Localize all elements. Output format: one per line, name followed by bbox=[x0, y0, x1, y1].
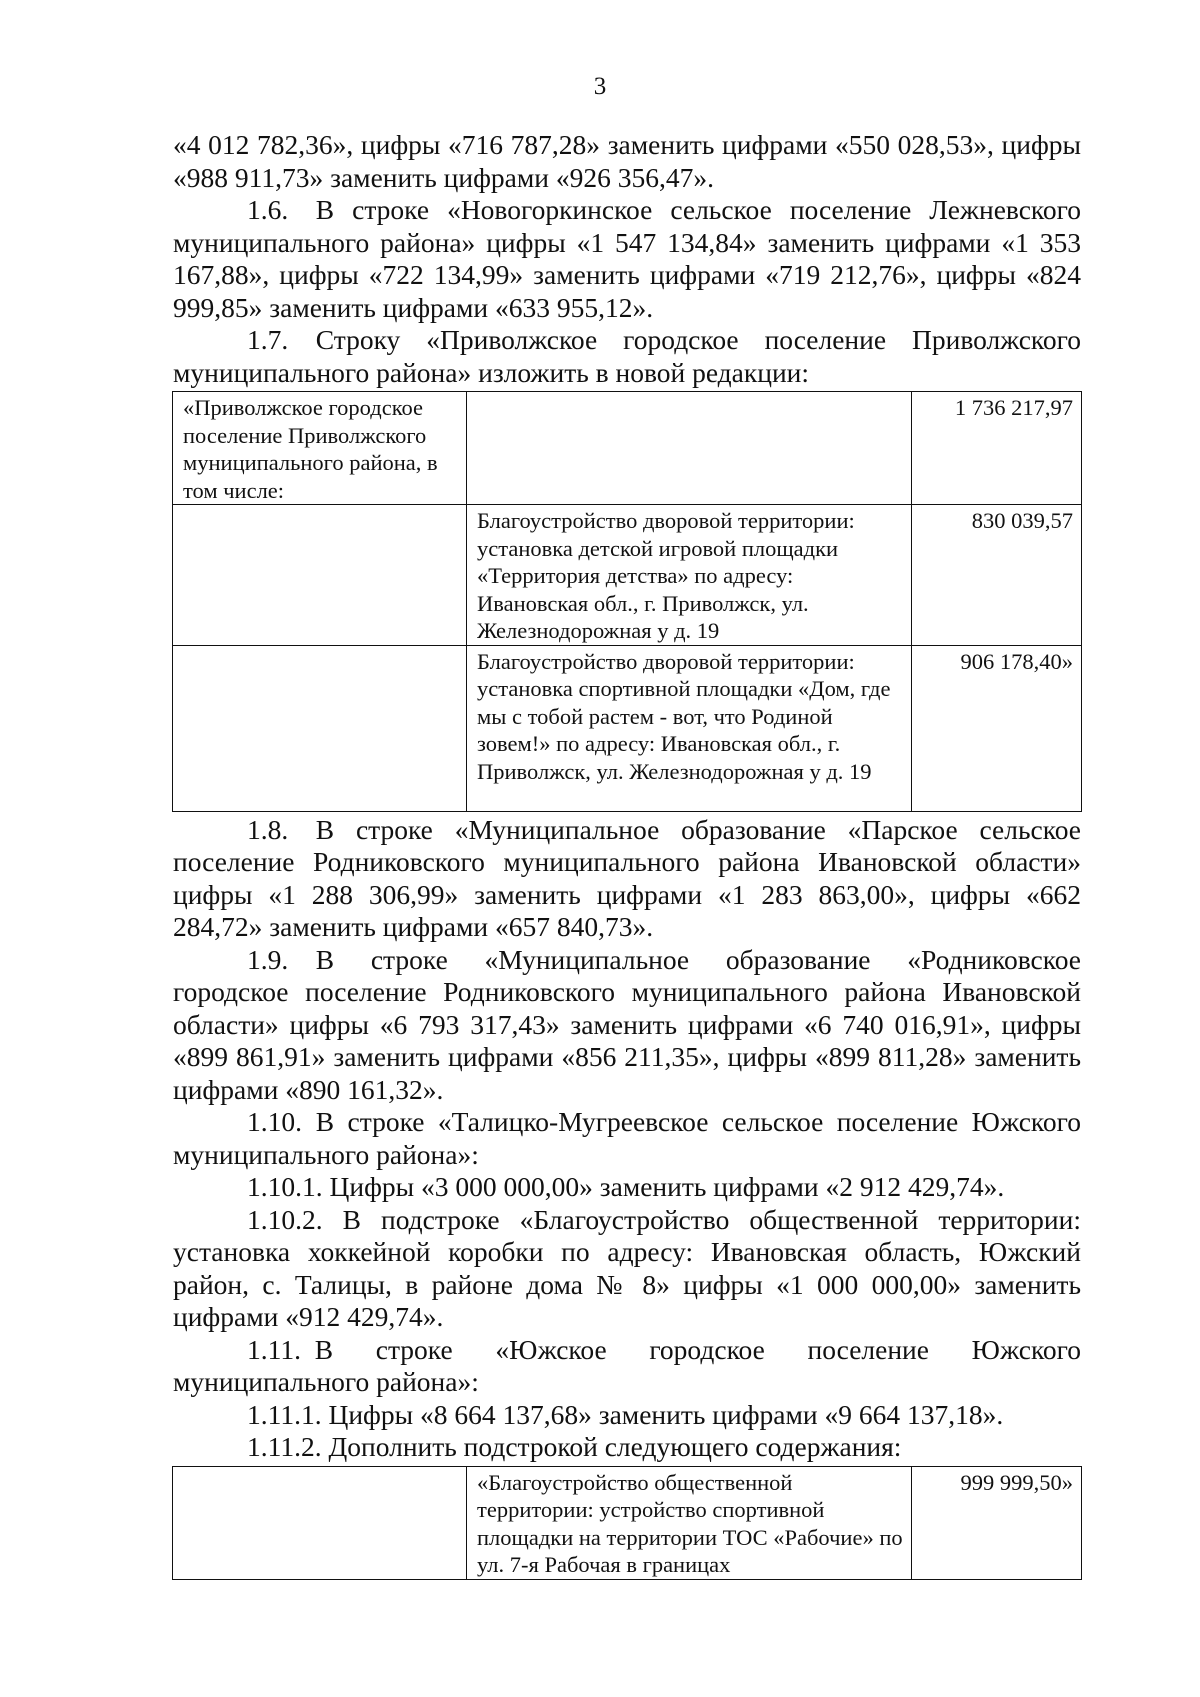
table-cell-name bbox=[173, 1466, 467, 1579]
table-cell-name bbox=[173, 505, 467, 646]
table-cell-amount: 906 178,40» bbox=[912, 645, 1082, 811]
table-cell-description: Благоустройство дворовой территории: установка детской игровой площадки «Территория детства» по адресу: Ивановская обл., г. Приволжск, ул. Железнодорожная у д. 19 bbox=[467, 505, 912, 646]
table-privolzhskoe bbox=[172, 391, 1082, 812]
table-cell-name bbox=[173, 645, 467, 811]
paragraph-1-10-2: 1.10.2. В подстроке «Благоустройство общественной территории: установка хоккейной коробки по адресу: Ивановская область, Южский район, с. Талицы, в районе дома № 8» цифры «1 000 000,00» заменить цифрами «912 429,74». bbox=[173, 1203, 1081, 1332]
paragraph-1-7: 1.7. Строку «Приволжское городское поселение Приволжского муниципального района» изложить в новой редакции: bbox=[173, 324, 1081, 388]
table-row bbox=[173, 1466, 1082, 1579]
table-cell-amount: 1 736 217,97 bbox=[912, 392, 1082, 505]
paragraph-1-11: 1.11. В строке «Южское городское поселение Южского муниципального района»: bbox=[173, 1333, 1081, 1397]
document-body bbox=[173, 129, 1081, 1582]
page-number: 3 bbox=[593, 73, 607, 100]
paragraph-1-8: 1.8. В строке «Муниципальное образование «Парское сельское поселение Родниковского муниципального района Ивановской области» цифры «1 288 306,99» заменить цифрами «1 283 863,00», цифры «662 284,72» заменить цифрами «657 840,73». bbox=[173, 813, 1081, 942]
paragraph-continuation: «4 012 782,36», цифры «716 787,28» заменить цифрами «550 028,53», цифры «988 911,73» заменить цифрами «926 356,47». bbox=[173, 129, 1081, 193]
table-row bbox=[173, 392, 1082, 505]
paragraph-1-11-2: 1.11.2. Дополнить подстрокой следующего содержания: bbox=[247, 1431, 902, 1462]
paragraph-1-9: 1.9. В строке «Муниципальное образование «Родниковское городское поселение Родниковского муниципального района Ивановской области» цифры «6 793 317,43» заменить цифрами «6 740 016,91», цифры «899 861,91» заменить цифрами «856 211,35», цифры «899 811,28» заменить цифрами «890 161,32». bbox=[173, 943, 1081, 1105]
table-yuzhskoe bbox=[172, 1466, 1082, 1580]
table-cell-description: Благоустройство дворовой территории: установка спортивной площадки «Дом, где мы с тобой растем - вот, что Родиной зовем!» по адресу: Ивановская обл., г. Приволжск, ул. Железнодорожная у д. 19 bbox=[467, 645, 912, 811]
paragraph-1-10: 1.10. В строке «Талицко-Мугреевское сельское поселение Южского муниципального района»: bbox=[173, 1106, 1081, 1170]
table-cell-description bbox=[467, 392, 912, 505]
table-cell-amount: 999 999,50» bbox=[912, 1466, 1082, 1579]
table-row bbox=[173, 645, 1082, 811]
paragraph-1-6: 1.6. В строке «Новогоркинское сельское поселение Лежневского муниципального района» цифры «1 547 134,84» заменить цифрами «1 353 167,88», цифры «722 134,99» заменить цифрами «719 212,76», цифры «824 999,85» заменить цифрами «633 955,12». bbox=[173, 194, 1081, 323]
table-row bbox=[173, 505, 1082, 646]
paragraph-1-11-1: 1.11.1. Цифры «8 664 137,68» заменить цифрами «9 664 137,18». bbox=[247, 1398, 1004, 1430]
table-cell-amount: 830 039,57 bbox=[912, 505, 1082, 646]
table-cell-name: «Приволжское городское поселение Приволжского муниципального района, в том числе: bbox=[173, 392, 467, 505]
paragraph-1-10-1: 1.10.1. Цифры «3 000 000,00» заменить цифрами «2 912 429,74». bbox=[247, 1171, 1005, 1202]
table-cell-description: «Благоустройство общественной территории: устройство спортивной площадки на территории ТОС «Рабочие» по ул. 7-я Рабочая в границах bbox=[467, 1466, 912, 1579]
